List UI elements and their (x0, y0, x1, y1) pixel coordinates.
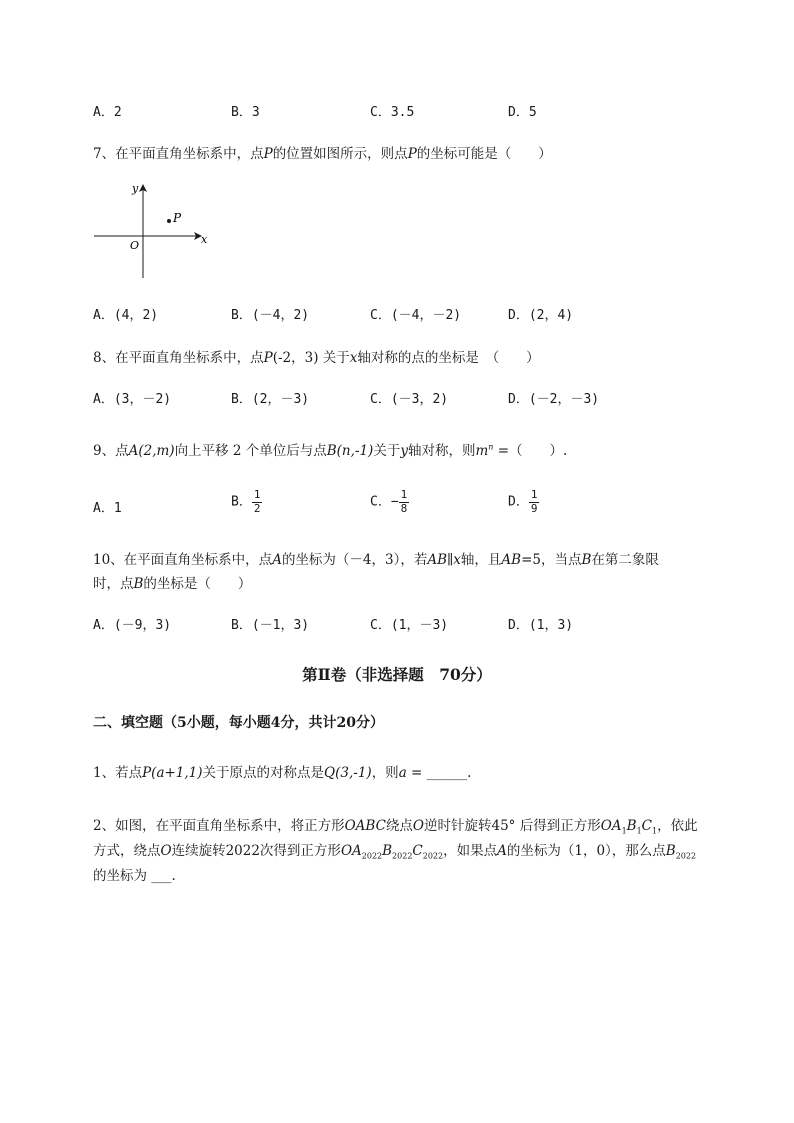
q10-option-a: A．(－9，3) (93, 618, 172, 633)
q8-stem: 8、在平面直角坐标系中，点P(-2，3) 关于x轴对称的点的坐标是 （ ） (93, 350, 540, 366)
q8-option-a: A．(3，－2) (93, 392, 172, 407)
q6-option-d: D．5 (508, 105, 537, 120)
point-p (167, 219, 171, 223)
q8-option-b: B．(2，－3) (231, 392, 310, 407)
fill1-stem: 1、若点P(a+1,1)关于原点的对称点是Q(3,-1)，则a = ______. (93, 765, 472, 781)
q9-option-a: A．1 (93, 501, 122, 516)
q10-stem-line2: 时，点B的坐标是（ ） (93, 576, 252, 592)
part2-title: 第Ⅱ卷（非选择题 70分） (302, 665, 492, 684)
y-axis-label: y (132, 182, 139, 195)
q7-option-a: A．(4，2) (93, 308, 159, 323)
q8-option-c: C．(－3，2) (370, 392, 449, 407)
q9-option-d: D． $\frac{1}{9}$ (508, 488, 538, 515)
origin-label: O (130, 239, 140, 252)
q7-option-c: C．(－4，－2) (370, 308, 462, 323)
q8-option-d: D．(－2，－3) (508, 392, 600, 407)
q10-option-d: D．(1，3) (508, 618, 574, 633)
q9-option-b: B． $\frac{1}{2}$ (231, 488, 261, 515)
fill2-stem-line3: 的坐标为 ___. (93, 868, 176, 884)
q7-stem: 7、在平面直角坐标系中，点P的位置如图所示，则点P的坐标可能是（ ） (93, 146, 552, 162)
q10-stem-line1: 10、在平面直角坐标系中，点A的坐标为（－4，3），若AB∥x轴，且AB=5，当点B在第二象限 (93, 552, 659, 568)
q10-option-b: B．(－1，3) (231, 618, 310, 633)
fill2-stem-line2: 方式，绕点O连续旋转2022次得到正方形$OA_{2022}B_{2022}C_{2022}$，如果点A的坐标为（1，0），那么点$B_{2022}$ (93, 843, 697, 861)
fill-in-section-title: 二、填空题（5小题，每小题4分，共计20分） (93, 715, 384, 731)
x-axis-label: x (201, 233, 208, 246)
q10-option-c: C．(1，－3) (370, 618, 449, 633)
fill2-stem-line1: 2、如图，在平面直角坐标系中，将正方形OABC绕点O逆时针旋转45° 后得到正方形$OA_1B_1C_1$，依此 (93, 818, 698, 836)
q7-option-d: D．(2，4) (508, 308, 574, 323)
q7-coordinate-figure (90, 180, 220, 280)
q6-option-b: B．3 (231, 105, 260, 120)
q9-stem: 9、点A(2,m)向上平移 2 个单位后与点B(n,-1)关于y轴对称，则$m^n$ =（ ）. (93, 442, 568, 459)
q9-option-c: C．− $\frac{1}{8}$ (370, 488, 408, 515)
q7-option-b: B．(－4，2) (231, 308, 310, 323)
q6-option-a: A．2 (93, 105, 122, 120)
point-p-label: P (173, 211, 182, 225)
q6-option-c: C．3.5 (370, 105, 415, 120)
